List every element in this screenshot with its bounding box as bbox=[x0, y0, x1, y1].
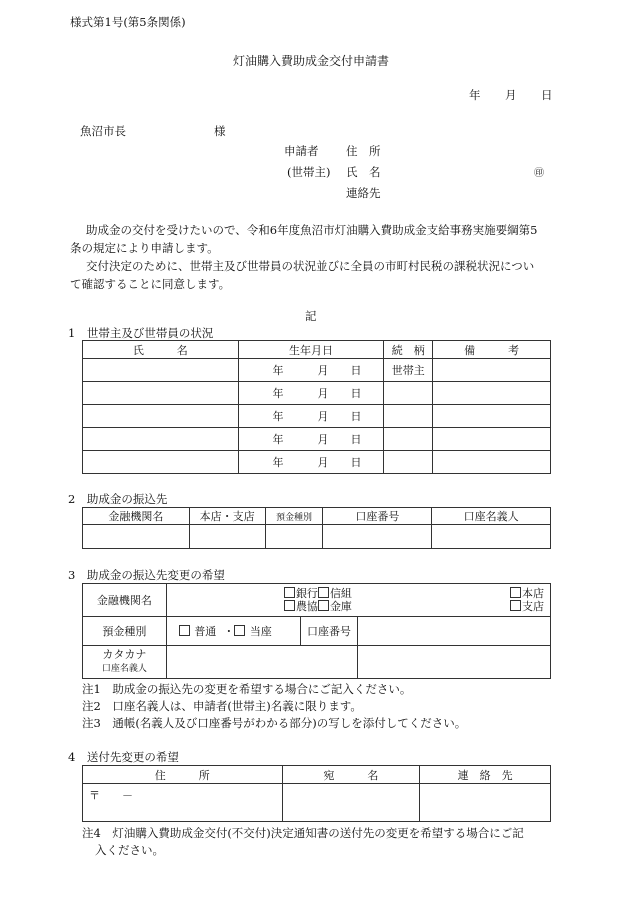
table-row bbox=[83, 428, 551, 451]
ki-heading: 記 bbox=[305, 309, 317, 323]
birthdate-cell[interactable]: 年 月 日 bbox=[238, 382, 384, 405]
name-label: 氏 名 bbox=[346, 165, 381, 179]
change-transfer-table bbox=[82, 583, 551, 679]
birthdate-cell[interactable]: 年 月 日 bbox=[238, 451, 384, 474]
mailing-contact-cell[interactable] bbox=[420, 784, 551, 822]
account-number-cell[interactable] bbox=[323, 525, 432, 549]
header-account-number: 口座番号 bbox=[323, 508, 432, 525]
member-name-cell[interactable] bbox=[83, 359, 239, 382]
note-4-line2: 入ください。 bbox=[95, 843, 164, 857]
shinkumi-checkbox[interactable] bbox=[318, 587, 329, 598]
table-row bbox=[83, 784, 551, 822]
holder-label-cell bbox=[83, 646, 167, 679]
household-table bbox=[82, 340, 551, 474]
table-row bbox=[83, 382, 551, 405]
kana-label: カタカナ bbox=[102, 648, 147, 661]
birthdate-cell[interactable]: 年 月 日 bbox=[238, 428, 384, 451]
form-number: 様式第1号(第5条関係) bbox=[70, 15, 186, 29]
remarks-cell[interactable] bbox=[433, 428, 551, 451]
bank-name-cell[interactable] bbox=[83, 525, 190, 549]
note-2: 注2 口座名義人は、申請者(世帯主)名義に限ります。 bbox=[82, 699, 362, 713]
relation-cell[interactable] bbox=[384, 405, 433, 428]
header-branch: 本店・支店 bbox=[189, 508, 265, 525]
remarks-cell[interactable] bbox=[433, 405, 551, 428]
bank-type-cell[interactable]: 銀行 信組 農協 金庫 bbox=[166, 584, 358, 617]
para2-line1: 交付決定のために、世帯主及び世帯員の状況並びに全員の市町村民税の課税状況につい bbox=[86, 259, 535, 273]
account-number-label: 口座番号 bbox=[300, 617, 358, 646]
household-header-row bbox=[83, 341, 551, 359]
header-account-holder: 口座名義人 bbox=[432, 508, 551, 525]
date-month-label: 月 bbox=[505, 88, 517, 102]
note-1: 注1 助成金の振込先の変更を希望する場合にご記入ください。 bbox=[82, 682, 412, 696]
header-address: 住 所 bbox=[83, 766, 283, 784]
section2-heading: 2 助成金の振込先 bbox=[68, 492, 168, 506]
remarks-cell[interactable] bbox=[433, 359, 551, 382]
bank-checkbox[interactable] bbox=[284, 587, 295, 598]
mailing-header-row bbox=[83, 766, 551, 784]
seal-mark: ㊞ bbox=[534, 168, 544, 179]
member-name-cell[interactable] bbox=[83, 405, 239, 428]
member-name-cell[interactable] bbox=[83, 382, 239, 405]
birthdate-cell[interactable]: 年 月 日 bbox=[238, 359, 384, 382]
table-row bbox=[83, 359, 551, 382]
nokyo-checkbox[interactable] bbox=[284, 600, 295, 611]
branch-type-cell[interactable]: 本店 支店 bbox=[358, 584, 551, 617]
applicant-label: 申請者 bbox=[284, 144, 319, 158]
transfer-table bbox=[82, 507, 551, 549]
account-number-input[interactable] bbox=[358, 617, 551, 646]
header-birthdate: 生年月日 bbox=[238, 341, 384, 359]
header-recipient: 宛 名 bbox=[282, 766, 420, 784]
section4-heading: 4 送付先変更の希望 bbox=[68, 750, 179, 764]
mailing-address-cell[interactable] bbox=[83, 784, 283, 822]
header-remarks: 備 考 bbox=[433, 341, 551, 359]
note-4-line1: 注4 灯油購入費助成金交付(不交付)決定通知書の送付先の変更を希望する場合にご記 bbox=[82, 826, 524, 840]
account-holder-cell[interactable] bbox=[432, 525, 551, 549]
table-row bbox=[83, 405, 551, 428]
para2-line2: て確認することに同意します。 bbox=[70, 277, 231, 291]
addressee-honorific: 様 bbox=[214, 124, 226, 138]
branch-cell[interactable] bbox=[189, 525, 265, 549]
current-checkbox[interactable] bbox=[234, 625, 245, 636]
bank-row bbox=[83, 584, 551, 617]
date-year-label: 年 bbox=[469, 88, 481, 102]
mailing-table bbox=[82, 765, 551, 822]
deposit-row bbox=[83, 617, 551, 646]
main-branch-checkbox[interactable] bbox=[510, 587, 521, 598]
remarks-cell[interactable] bbox=[433, 382, 551, 405]
holder-label: 口座名義人 bbox=[101, 664, 147, 674]
ordinary-checkbox[interactable] bbox=[179, 625, 190, 636]
table-row bbox=[83, 525, 551, 549]
relation-cell[interactable] bbox=[384, 451, 433, 474]
householder-label: (世帯主) bbox=[287, 165, 331, 179]
postal-mark: 〒 － bbox=[89, 789, 133, 802]
kinko-checkbox[interactable] bbox=[318, 600, 329, 611]
header-bank-name: 金融機関名 bbox=[83, 508, 190, 525]
section1-heading: 1 世帯主及び世帯員の状況 bbox=[68, 326, 214, 340]
document-title: 灯油購入費助成金交付申請書 bbox=[233, 54, 390, 68]
header-name: 氏 名 bbox=[83, 341, 239, 359]
holder-kana-input[interactable] bbox=[166, 646, 358, 679]
date-day-label: 日 bbox=[541, 88, 553, 102]
member-name-cell[interactable] bbox=[83, 428, 239, 451]
para1-line1: 助成金の交付を受けたいので、令和6年度魚沼市灯油購入費助成金支給事務実施要綱第5 bbox=[86, 223, 538, 237]
relation-cell[interactable] bbox=[384, 428, 433, 451]
remarks-cell[interactable] bbox=[433, 451, 551, 474]
holder-row bbox=[83, 646, 551, 679]
relation-cell[interactable] bbox=[384, 382, 433, 405]
sub-branch-checkbox[interactable] bbox=[510, 600, 521, 611]
holder-name-input[interactable] bbox=[358, 646, 551, 679]
table-row bbox=[83, 451, 551, 474]
deposit-type-label: 預金種別 bbox=[83, 617, 167, 646]
transfer-header-row bbox=[83, 508, 551, 525]
section3-heading: 3 助成金の振込先変更の希望 bbox=[68, 568, 225, 582]
contact-label: 連絡先 bbox=[346, 186, 381, 200]
header-deposit-type: 預金種別 bbox=[265, 508, 323, 525]
para1-line2: 条の規定により申請します。 bbox=[70, 241, 219, 255]
member-name-cell[interactable] bbox=[83, 451, 239, 474]
header-relation: 続 柄 bbox=[384, 341, 433, 359]
deposit-type-cell[interactable] bbox=[265, 525, 323, 549]
relation-cell[interactable]: 世帯主 bbox=[384, 359, 433, 382]
note-3: 注3 通帳(名義人及び口座番号がわかる部分)の写しを添付してください。 bbox=[82, 716, 467, 730]
bank-name-label: 金融機関名 bbox=[83, 584, 167, 617]
header-contact: 連 絡 先 bbox=[420, 766, 551, 784]
birthdate-cell[interactable]: 年 月 日 bbox=[238, 405, 384, 428]
mailing-recipient-cell[interactable] bbox=[282, 784, 420, 822]
deposit-type-options: 普通 ・ 当座 bbox=[166, 617, 300, 646]
addressee-name: 魚沼市長 bbox=[80, 124, 126, 138]
address-label: 住 所 bbox=[346, 144, 381, 158]
